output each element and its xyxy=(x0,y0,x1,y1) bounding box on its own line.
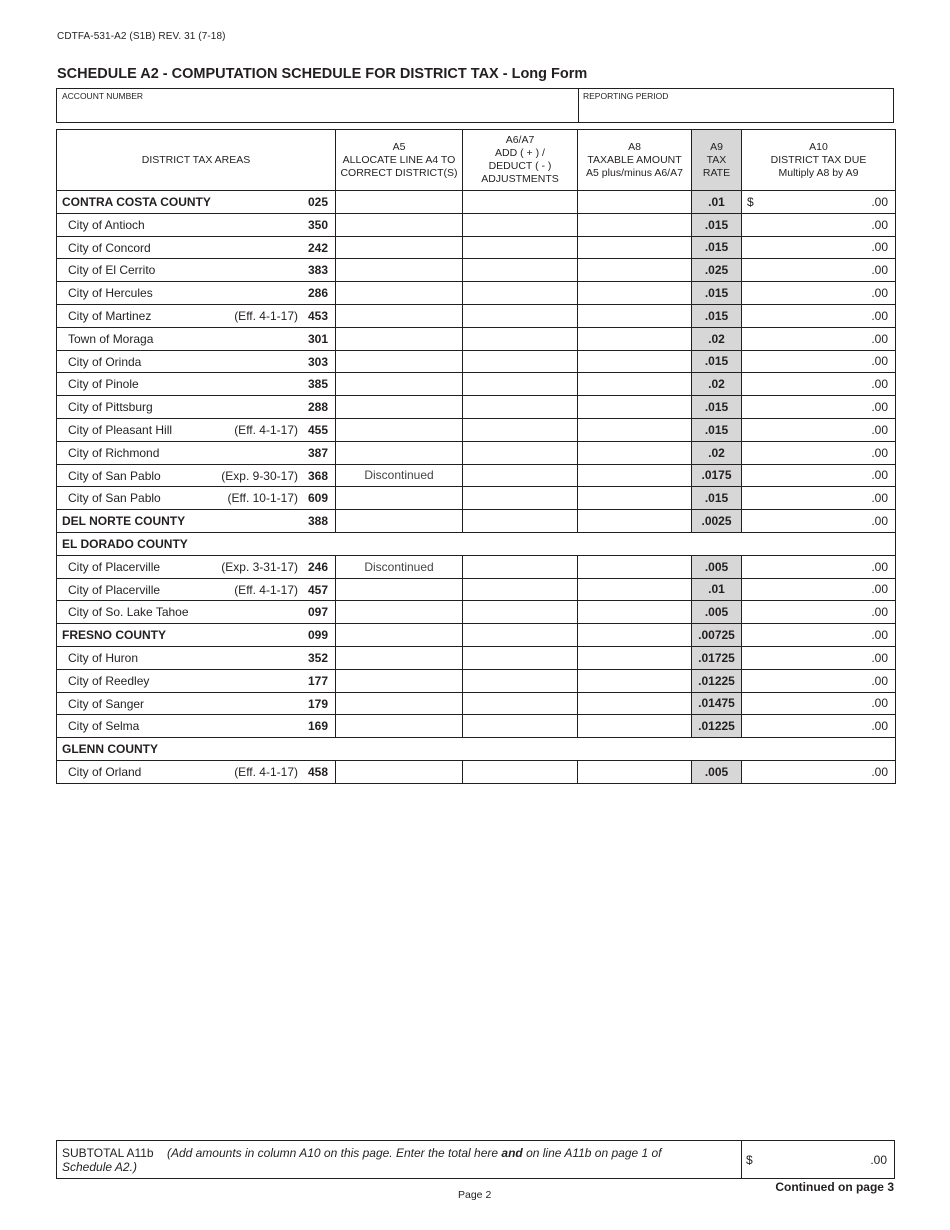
a8-taxable-field[interactable] xyxy=(578,692,692,715)
a8-taxable-field[interactable] xyxy=(578,669,692,692)
a10-tax-due-field[interactable]: .00 xyxy=(742,646,896,669)
district-cell xyxy=(57,396,336,419)
district-cell xyxy=(57,692,336,715)
district-name: City of San Pablo xyxy=(68,491,161,506)
county-row xyxy=(57,532,896,555)
district-name: City of Selma xyxy=(68,719,140,734)
a6a7-adjustment-field[interactable] xyxy=(463,464,578,487)
city-row xyxy=(57,418,896,441)
district-cell xyxy=(57,624,336,647)
county-header xyxy=(57,738,896,761)
city-row xyxy=(57,350,896,373)
district-name: EL DORADO COUNTY xyxy=(62,536,188,551)
county-row xyxy=(57,510,896,533)
a10-tax-due-field[interactable]: .00 xyxy=(742,373,896,396)
a9-tax-rate: .015 xyxy=(692,304,742,327)
a5-allocation-field[interactable]: Discontinued xyxy=(336,555,463,578)
a9-tax-rate: .0025 xyxy=(692,510,742,533)
a9-tax-rate: .015 xyxy=(692,418,742,441)
a8-taxable-field[interactable] xyxy=(578,259,692,282)
a8-taxable-field[interactable] xyxy=(578,350,692,373)
a8-taxable-field[interactable] xyxy=(578,624,692,647)
account-number-label: ACCOUNT NUMBER xyxy=(62,91,144,101)
district-cell xyxy=(57,601,336,624)
a6a7-adjustment-field[interactable] xyxy=(463,669,578,692)
a5-allocation-field[interactable] xyxy=(336,669,463,692)
a10-tax-due-field[interactable]: .00 xyxy=(742,510,896,533)
a9-tax-rate: .025 xyxy=(692,259,742,282)
a6a7-adjustment-field[interactable] xyxy=(463,236,578,259)
effective-note: (Eff. 10-1-17) xyxy=(227,491,298,506)
city-row xyxy=(57,760,896,783)
a5-allocation-field[interactable] xyxy=(336,487,463,510)
district-name: City of Placerville xyxy=(68,582,161,597)
district-code: 387 xyxy=(307,445,328,460)
a10-tax-due-field[interactable]: .00 xyxy=(742,624,896,647)
district-code: 286 xyxy=(307,286,328,301)
district-name: City of Orland xyxy=(68,764,142,779)
district-name: City of So. Lake Tahoe xyxy=(68,605,189,620)
a8-taxable-field[interactable] xyxy=(578,760,692,783)
district-cell xyxy=(57,418,336,441)
a9-tax-rate: .01725 xyxy=(692,646,742,669)
district-name: GLENN COUNTY xyxy=(62,742,158,757)
city-row xyxy=(57,304,896,327)
district-name: City of El Cerrito xyxy=(68,263,156,278)
a6a7-adjustment-field[interactable] xyxy=(463,350,578,373)
district-code: 388 xyxy=(307,514,328,529)
a5-allocation-field[interactable] xyxy=(336,304,463,327)
a5-allocation-field[interactable] xyxy=(336,510,463,533)
a9-tax-rate: .005 xyxy=(692,760,742,783)
a10-tax-due-field[interactable]: .00 xyxy=(742,304,896,327)
city-row xyxy=(57,259,896,282)
district-code: 385 xyxy=(307,377,328,392)
form-code: CDTFA-531-A2 (S1B) REV. 31 (7-18) xyxy=(57,31,226,42)
a9-tax-rate: .015 xyxy=(692,350,742,373)
district-code: 242 xyxy=(307,240,328,255)
col-header-a8: A8 TAXABLE AMOUNT A5 plus/minus A6/A7 xyxy=(578,130,692,191)
district-name: City of Richmond xyxy=(68,445,160,460)
a9-tax-rate: .0175 xyxy=(692,464,742,487)
district-name: City of Antioch xyxy=(68,217,145,232)
a6a7-adjustment-field[interactable] xyxy=(463,213,578,236)
district-code: 179 xyxy=(307,696,328,711)
district-code: 457 xyxy=(307,582,328,597)
a6a7-adjustment-field[interactable] xyxy=(463,760,578,783)
a5-allocation-field[interactable] xyxy=(336,624,463,647)
county-header xyxy=(57,532,896,555)
city-row xyxy=(57,692,896,715)
a10-tax-due-field[interactable]: .00 xyxy=(742,692,896,715)
a8-taxable-field[interactable] xyxy=(578,555,692,578)
a6a7-adjustment-field[interactable] xyxy=(463,715,578,738)
a10-tax-due-field[interactable]: .00 xyxy=(742,259,896,282)
a8-taxable-field[interactable] xyxy=(578,191,692,214)
a5-allocation-field[interactable] xyxy=(336,191,463,214)
a5-allocation-field[interactable] xyxy=(336,213,463,236)
district-cell xyxy=(57,259,336,282)
a9-tax-rate: .01475 xyxy=(692,692,742,715)
district-name: City of Pleasant Hill xyxy=(68,422,173,437)
a9-tax-rate: .015 xyxy=(692,487,742,510)
a9-tax-rate: .01 xyxy=(692,191,742,214)
a8-taxable-field[interactable] xyxy=(578,396,692,419)
a10-tax-due-field[interactable]: .00 xyxy=(742,282,896,305)
district-cell xyxy=(57,578,336,601)
district-name: City of Orinda xyxy=(68,354,142,369)
a10-tax-due-field[interactable]: .00 xyxy=(742,578,896,601)
district-code: 099 xyxy=(307,628,328,643)
city-row xyxy=(57,669,896,692)
a8-taxable-field[interactable] xyxy=(578,487,692,510)
a6a7-adjustment-field[interactable] xyxy=(463,441,578,464)
a6a7-adjustment-field[interactable] xyxy=(463,646,578,669)
a5-allocation-field[interactable] xyxy=(336,396,463,419)
district-code: 453 xyxy=(307,308,328,323)
district-code: 246 xyxy=(307,559,328,574)
col-header-areas: DISTRICT TAX AREAS xyxy=(57,130,336,191)
a6a7-adjustment-field[interactable] xyxy=(463,555,578,578)
city-row xyxy=(57,601,896,624)
city-row xyxy=(57,487,896,510)
district-name: Town of Moraga xyxy=(68,331,154,346)
city-row xyxy=(57,236,896,259)
county-row xyxy=(57,738,896,761)
city-row xyxy=(57,464,896,487)
account-period-box xyxy=(56,88,894,123)
a10-tax-due-field[interactable]: $ .00 xyxy=(742,191,896,214)
a9-tax-rate: .02 xyxy=(692,373,742,396)
district-name: City of San Pablo xyxy=(68,468,161,483)
a8-taxable-field[interactable] xyxy=(578,646,692,669)
a10-tax-due-field[interactable]: .00 xyxy=(742,601,896,624)
a10-tax-due-field[interactable]: .00 xyxy=(742,487,896,510)
a5-allocation-field[interactable] xyxy=(336,282,463,305)
district-code: 352 xyxy=(307,650,328,665)
a8-taxable-field[interactable] xyxy=(578,282,692,305)
district-code: 288 xyxy=(307,400,328,415)
a10-tax-due-field[interactable]: .00 xyxy=(742,669,896,692)
subtotal-box xyxy=(56,1140,895,1179)
city-row xyxy=(57,327,896,350)
district-name: City of Pittsburg xyxy=(68,400,153,415)
city-row xyxy=(57,213,896,236)
a10-tax-due-field[interactable]: .00 xyxy=(742,418,896,441)
district-cell xyxy=(57,282,336,305)
district-cell xyxy=(57,510,336,533)
a5-allocation-field[interactable] xyxy=(336,715,463,738)
a6a7-adjustment-field[interactable] xyxy=(463,304,578,327)
effective-note: (Eff. 4-1-17) xyxy=(234,308,298,323)
a6a7-adjustment-field[interactable] xyxy=(463,487,578,510)
a9-tax-rate: .005 xyxy=(692,601,742,624)
a6a7-adjustment-field[interactable] xyxy=(463,259,578,282)
district-name: City of Placerville xyxy=(68,559,161,574)
a9-tax-rate: .015 xyxy=(692,213,742,236)
a6a7-adjustment-field[interactable] xyxy=(463,601,578,624)
district-cell xyxy=(57,373,336,396)
a10-tax-due-field[interactable]: .00 xyxy=(742,760,896,783)
district-cell xyxy=(57,327,336,350)
district-name: FRESNO COUNTY xyxy=(62,628,167,643)
district-code: 303 xyxy=(307,354,328,369)
a6a7-adjustment-field[interactable] xyxy=(463,327,578,350)
a5-allocation-field[interactable] xyxy=(336,236,463,259)
a8-taxable-field[interactable] xyxy=(578,601,692,624)
a10-tax-due-field[interactable]: .00 xyxy=(742,236,896,259)
col-header-a5: A5 ALLOCATE LINE A4 TO CORRECT DISTRICT(S) xyxy=(336,130,463,191)
col-header-a10: A10 DISTRICT TAX DUE Multiply A8 by A9 xyxy=(742,130,896,191)
district-name: City of Sanger xyxy=(68,696,145,711)
a6a7-adjustment-field[interactable] xyxy=(463,191,578,214)
effective-note: (Eff. 4-1-17) xyxy=(234,422,298,437)
district-name: City of Martinez xyxy=(68,308,152,323)
a8-taxable-field[interactable] xyxy=(578,327,692,350)
a8-taxable-field[interactable] xyxy=(578,715,692,738)
district-code: 455 xyxy=(307,422,328,437)
district-code: 458 xyxy=(307,764,328,779)
a9-tax-rate: .015 xyxy=(692,282,742,305)
a5-allocation-field[interactable] xyxy=(336,578,463,601)
district-cell xyxy=(57,715,336,738)
city-row xyxy=(57,555,896,578)
a8-taxable-field[interactable] xyxy=(578,373,692,396)
city-row xyxy=(57,715,896,738)
a8-taxable-field[interactable] xyxy=(578,510,692,533)
a9-tax-rate: .02 xyxy=(692,327,742,350)
a5-allocation-field[interactable] xyxy=(336,350,463,373)
a6a7-adjustment-field[interactable] xyxy=(463,418,578,441)
form-title: SCHEDULE A2 - COMPUTATION SCHEDULE FOR DISTRICT TAX - Long Form xyxy=(57,66,588,82)
district-code: 025 xyxy=(307,195,328,209)
a9-tax-rate: .01 xyxy=(692,578,742,601)
a5-allocation-field[interactable] xyxy=(336,760,463,783)
a6a7-adjustment-field[interactable] xyxy=(463,624,578,647)
a6a7-adjustment-field[interactable] xyxy=(463,692,578,715)
district-cell xyxy=(57,669,336,692)
district-tax-table xyxy=(56,129,896,784)
district-name: City of Huron xyxy=(68,650,139,665)
city-row xyxy=(57,441,896,464)
district-name: DEL NORTE COUNTY xyxy=(62,514,186,529)
district-cell xyxy=(57,236,336,259)
a10-tax-due-field[interactable]: .00 xyxy=(742,213,896,236)
a6a7-adjustment-field[interactable] xyxy=(463,282,578,305)
district-cell xyxy=(57,441,336,464)
city-row xyxy=(57,282,896,305)
a8-taxable-field[interactable] xyxy=(578,441,692,464)
a10-tax-due-field[interactable]: .00 xyxy=(742,715,896,738)
a6a7-adjustment-field[interactable] xyxy=(463,578,578,601)
a8-taxable-field[interactable] xyxy=(578,418,692,441)
district-cell xyxy=(57,464,336,487)
a6a7-adjustment-field[interactable] xyxy=(463,373,578,396)
a9-tax-rate: .015 xyxy=(692,236,742,259)
a8-taxable-field[interactable] xyxy=(578,213,692,236)
a9-tax-rate: .00725 xyxy=(692,624,742,647)
reporting-period-label: REPORTING PERIOD xyxy=(583,91,669,101)
a9-tax-rate: .005 xyxy=(692,555,742,578)
district-cell xyxy=(57,350,336,373)
district-cell xyxy=(57,487,336,510)
a9-tax-rate: .01225 xyxy=(692,669,742,692)
district-code: 350 xyxy=(307,217,328,232)
district-code: 383 xyxy=(307,263,328,278)
a8-taxable-field[interactable] xyxy=(578,304,692,327)
district-code: 609 xyxy=(307,491,328,506)
a10-tax-due-field[interactable]: .00 xyxy=(742,327,896,350)
district-code: 301 xyxy=(307,331,328,346)
district-cell xyxy=(57,760,336,783)
a10-tax-due-field[interactable]: .00 xyxy=(742,441,896,464)
a6a7-adjustment-field[interactable] xyxy=(463,396,578,419)
effective-note: (Exp. 9-30-17) xyxy=(221,468,298,483)
a10-tax-due-field[interactable]: .00 xyxy=(742,396,896,419)
a8-taxable-field[interactable] xyxy=(578,464,692,487)
effective-note: (Exp. 3-31-17) xyxy=(221,559,298,574)
district-code: 097 xyxy=(307,605,328,620)
continued-note: Continued on page 3 xyxy=(775,1180,894,1194)
district-name: City of Reedley xyxy=(68,673,150,688)
col-header-a6a7: A6/A7 ADD ( + ) / DEDUCT ( - ) ADJUSTMENTS xyxy=(463,130,578,191)
district-cell xyxy=(57,555,336,578)
district-name: City of Hercules xyxy=(68,286,153,301)
a10-tax-due-field[interactable]: .00 xyxy=(742,350,896,373)
effective-note: (Eff. 4-1-17) xyxy=(234,582,298,597)
a5-allocation-field[interactable] xyxy=(336,373,463,396)
a5-allocation-field[interactable] xyxy=(336,601,463,624)
district-cell xyxy=(57,646,336,669)
city-row xyxy=(57,396,896,419)
page-number: Page 2 xyxy=(458,1189,492,1201)
district-name: CONTRA COSTA COUNTY xyxy=(62,195,211,209)
district-code: 177 xyxy=(307,673,328,688)
a5-allocation-field[interactable] xyxy=(336,259,463,282)
effective-note: (Eff. 4-1-17) xyxy=(234,764,298,779)
subtotal-text: SUBTOTAL A11b (Add amounts in column A10 on this page. Enter the total here and on line A11b on page 1 of Schedule A2.) xyxy=(62,1146,662,1174)
district-code: 169 xyxy=(307,719,328,734)
a5-allocation-field[interactable] xyxy=(336,441,463,464)
a9-tax-rate: .01225 xyxy=(692,715,742,738)
city-row xyxy=(57,373,896,396)
city-row xyxy=(57,646,896,669)
a5-allocation-field[interactable] xyxy=(336,327,463,350)
a5-allocation-field[interactable] xyxy=(336,646,463,669)
a10-tax-due-field[interactable]: .00 xyxy=(742,555,896,578)
county-row xyxy=(57,624,896,647)
city-row xyxy=(57,578,896,601)
district-cell xyxy=(57,213,336,236)
a5-allocation-field[interactable]: Discontinued xyxy=(336,464,463,487)
county-row xyxy=(57,191,896,214)
district-cell xyxy=(57,191,336,214)
district-name: City of Concord xyxy=(68,240,151,255)
a9-tax-rate: .02 xyxy=(692,441,742,464)
a9-tax-rate: .015 xyxy=(692,396,742,419)
district-code: 368 xyxy=(307,468,328,483)
district-cell xyxy=(57,304,336,327)
a8-taxable-field[interactable] xyxy=(578,236,692,259)
a10-tax-due-field[interactable]: .00 xyxy=(742,464,896,487)
subtotal-amount-field[interactable]: $ .00 xyxy=(741,1141,895,1178)
a5-allocation-field[interactable] xyxy=(336,692,463,715)
a6a7-adjustment-field[interactable] xyxy=(463,510,578,533)
col-header-a9: A9 TAX RATE xyxy=(692,130,742,191)
a8-taxable-field[interactable] xyxy=(578,578,692,601)
a5-allocation-field[interactable] xyxy=(336,418,463,441)
district-name: City of Pinole xyxy=(68,377,139,392)
